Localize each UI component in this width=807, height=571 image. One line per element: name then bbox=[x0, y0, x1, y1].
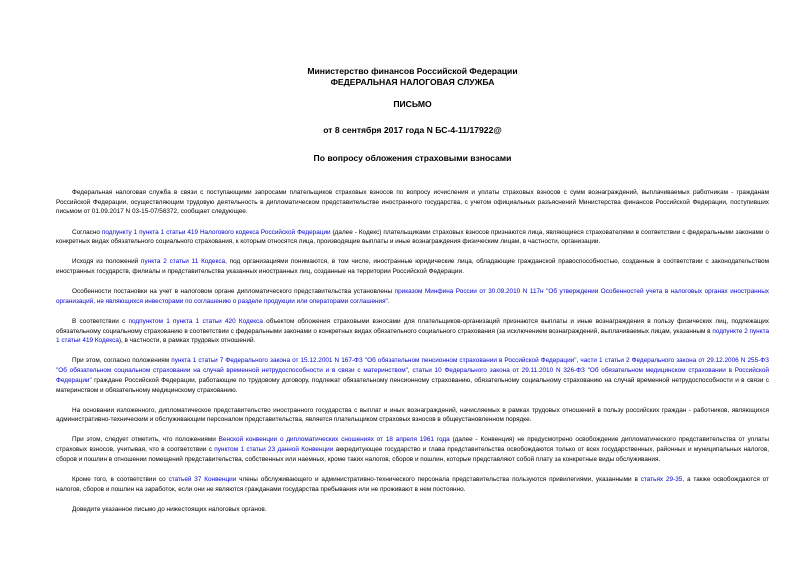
paragraph-text: При этом, согласно положениям bbox=[72, 357, 172, 365]
paragraph-text: , bbox=[576, 357, 581, 365]
paragraph-7 bbox=[56, 406, 769, 425]
document-date-number: от 8 сентября 2017 года N БС-4-11/17922@ bbox=[323, 125, 502, 135]
paragraph-text: На основании изложенного, дипломатическое представительство иностранного государства с выплат и иных вознаграждений, начисляемых в рамках трудовых отношений в пользу российских граждан - работников, являющихся административно-техническим и обслуживающим персоналом представительства, является плательщиком страховых взносов в общеустановленном порядке. bbox=[56, 406, 769, 424]
paragraph-text: (далее - Конвенция) не предусмотрено освобождение дипломатического представительства от уплаты страховых взносов, учитывая, что в соответствии с bbox=[56, 436, 769, 454]
document-type: ПИСЬМО bbox=[393, 99, 432, 109]
paragraph-text: Федеральная налоговая служба в связи с поступающими запросами плательщиков страховых взносов по вопросу исчисления и уплаты страховых взносов с сумм вознаграждений, выплачиваемых работникам - гражданам Российской Федерации, осуществляющим трудовую деятельность в дипломатическом представительстве иностранного государства, с учетом официальных разъяснений Министерства финансов Российской Федерации, поступивших письмом от 01.09.2017 N 03-15-07/56372, сообщает следующее. bbox=[56, 189, 769, 216]
law-link[interactable]: статьи 10 Федерального закона от 29.11.2010 N 326-ФЗ "Об обязательном медицинском страховании в Российской Федерации" bbox=[56, 367, 769, 384]
paragraph-5 bbox=[56, 317, 769, 346]
law-link[interactable]: статьях 29-35 bbox=[640, 475, 683, 483]
paragraph-text: ), в частности, в рамках трудовых отношений. bbox=[118, 337, 256, 345]
paragraph-text: , а также освобождаются от налогов, сборов и пошлин на заработок, если они не являются гражданами государства пребывания или не проживают в нем постоянно. bbox=[56, 475, 769, 493]
paragraph-text: В соответствии с bbox=[72, 317, 129, 325]
law-link[interactable]: подпункте 2 пункта 1 статьи 419 Кодекса bbox=[56, 327, 769, 345]
law-link[interactable]: подпункту 1 пункта 1 статьи 419 Налогового кодекса Российской Федерации bbox=[101, 228, 331, 236]
paragraph-text: (далее - Кодекс) плательщиками страховых взносов признаются лица, являющиеся страхователями в соответствии с федеральными законами о конкретных видах обязательного социального страхования, к которым относятся лица, производящие выплаты и иные вознаграждения физическим лицам, в частности, организации. bbox=[56, 228, 769, 246]
ministry-name: Министерство финансов Российской Федерации bbox=[307, 66, 518, 76]
paragraph-text: объектом обложения страховыми взносами для плательщиков-организаций признаются выплаты и иные вознаграждения в пользу физических лиц, подлежащих обязательному социальному страхованию в соответствии с федеральными законами о конкретных видах обязательного социального страхования (за исключением вознаграждений, выплачиваемых лицам, указанным в bbox=[56, 317, 769, 335]
law-link[interactable]: пунктом 1 статьи 23 данной Конвенции bbox=[214, 446, 334, 454]
paragraph-9 bbox=[56, 475, 769, 494]
law-link[interactable]: Венской конвенции о дипломатических сношениях от 18 апреля 1961 года bbox=[218, 436, 450, 444]
law-link[interactable]: части 1 статьи 2 Федерального закона от 29.12.2006 N 255-ФЗ "Об обязательном социальном страховании на случай временной нетрудоспособности и в связи с материнством" bbox=[56, 357, 769, 375]
paragraph-1 bbox=[56, 188, 769, 217]
paragraph-10 bbox=[56, 505, 769, 515]
paragraph-4 bbox=[56, 287, 769, 306]
law-link[interactable]: статьей 37 Конвенции bbox=[168, 475, 237, 483]
paragraph-8 bbox=[56, 435, 769, 464]
paragraph-3 bbox=[56, 257, 769, 276]
document-header bbox=[56, 66, 769, 164]
paragraph-text: граждане Российской Федерации, работающие по трудовому договору, подлежат обязательному пенсионному страхованию, обязательному социальному страхованию на случай временной нетрудоспособности и в связи с материнством и обязательному медицинскому страхованию. bbox=[56, 376, 769, 394]
paragraph-text: Кроме того, в соответствии со bbox=[72, 475, 169, 483]
paragraph-6 bbox=[56, 356, 769, 395]
law-link[interactable]: подпунктом 1 пункта 1 статьи 420 Кодекса bbox=[128, 317, 263, 325]
law-link[interactable]: пункта 1 статьи 7 Федерального закона от 15.12.2001 N 167-ФЗ "Об обязательном пенсионном страховании в Российской Федерации" bbox=[171, 357, 577, 365]
paragraph-text: Особенности постановки на учет в налоговом органе дипломатического представительства установлены bbox=[72, 288, 395, 296]
service-name: ФЕДЕРАЛЬНАЯ НАЛОГОВАЯ СЛУЖБА bbox=[330, 77, 495, 87]
law-link[interactable]: пункта 2 статьи 11 Кодекса bbox=[141, 258, 226, 266]
paragraph-text: Доведите указанное письмо до нижестоящих налоговых органов. bbox=[72, 505, 267, 513]
paragraph-text: аккредитующее государство и глава представительства освобождаются только от всех государственных, районных и муниципальных налогов, сборов и пошлин в отношении помещений представительства, собственных или наемных, кроме таких налогов, сборов и пошлин, которые представляют собой плату за конкретные виды обслуживания. bbox=[56, 446, 770, 463]
law-link[interactable]: приказом Минфина России от 30.09.2010 N 117н "Об утверждении Особенностей учета в налоговых органах иностранных организаций, не являющихся инвесторами по соглашению о разделе продукции или операторами соглашения" bbox=[56, 288, 769, 305]
paragraph-text: , под организациями понимаются, в том числе, иностранные юридические лица, обладающие гражданской правоспособностью, созданные в соответствии с законодательством иностранных государств, филиалы и представительства указанных иностранных лиц, созданные на территории Российской Федерации. bbox=[56, 258, 769, 275]
paragraph-text: , bbox=[407, 367, 413, 375]
document-subject: По вопросу обложения страховыми взносами bbox=[313, 153, 512, 163]
paragraph-text: Согласно bbox=[72, 228, 102, 236]
paragraph-text: При этом, следует отметить, что положениями bbox=[72, 436, 219, 444]
paragraph-text: члены обслуживающего и административно-технического персонала представительства пользуются привилегиями, указанными в bbox=[236, 475, 641, 483]
paragraph-text: Исходя из положений bbox=[72, 258, 142, 266]
document-body bbox=[56, 188, 769, 514]
paragraph-text: . bbox=[387, 297, 390, 305]
paragraph-2 bbox=[56, 228, 769, 247]
